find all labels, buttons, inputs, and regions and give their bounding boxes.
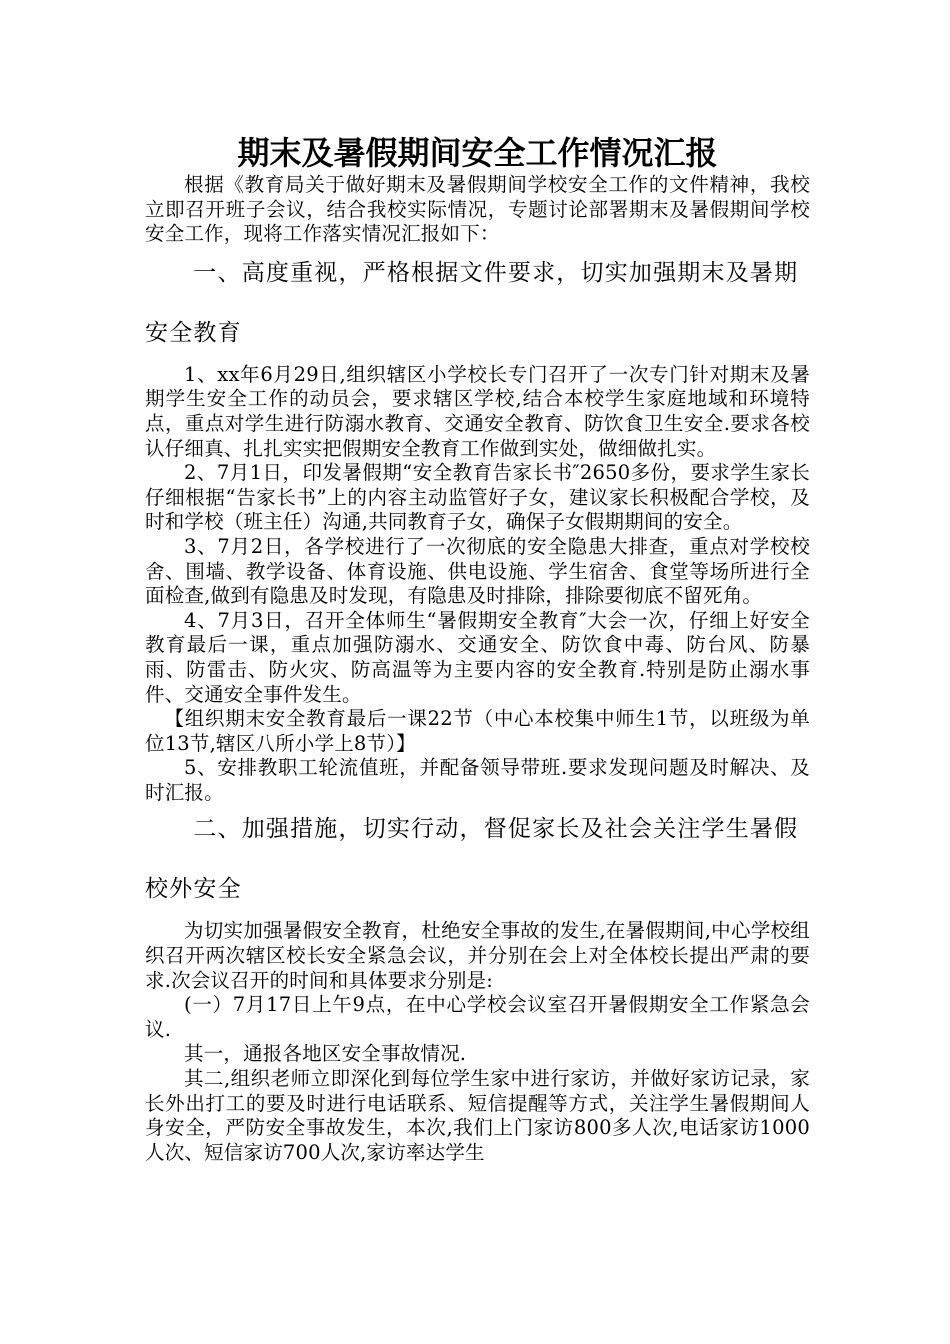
section-1-bracket-note: 【组织期末安全教育最后一课22节（中心本校集中师生1节，以班级为单位13节,辖区八所小学上8节）】	[145, 707, 810, 755]
section-1-item-5: 5、安排教职工轮流值班，并配备领导带班.要求发现问题及时解决、及时汇报。	[145, 756, 810, 804]
section-1-item-2: 2、7月1日，印发暑假期“安全教育告家长书″2650多份，要求学生家长仔细根据“告家长书”上的内容主动监管好子女，建议家长积极配合学校，及时和学校（班主任）沟通,共同教育子女，确保子女假期期间的安全。	[145, 461, 810, 534]
section-2-heading: 二、加强措施，切实行动，督促家长及社会关注学生暑假校外安全	[145, 816, 799, 903]
intro-paragraph: 根据《教育局关于做好期末及暑假期间学校安全工作的文件精神，我校立即召开班子会议，结合我校实际情况，专题讨论部署期末及暑假期间学校安全工作，现将工作落实情况汇报如下：	[145, 173, 810, 246]
document-title: 期末及暑假期间安全工作情况汇报	[237, 134, 718, 172]
section-2-paragraph-1: 为切实加强暑假安全教育，杜绝安全事故的发生,在暑假期间,中心学校组织召开两次辖区校长安全紧急会议，并分别在会上对全体校长提出严肃的要求.次会议召开的时间和具体要求分别是:	[145, 919, 810, 992]
document-page	[145, 0, 810, 1344]
section-2-paragraph-2: (一）7月17日上午9点，在中心学校会议室召开暑假期安全工作紧急会议.	[145, 993, 810, 1041]
section-1-item-1: 1、xx年6月29日,组织辖区小学校长专门召开了一次专门针对期末及暑期学生安全工作的动员会，要求辖区学校,结合本校学生家庭地域和环境特点，重点对学生进行防溺水教育、交通安全教育、防饮食卫生安全.要求各校认仔细真、扎扎实实把假期安全教育工作做到实处，做细做扎实。	[145, 362, 810, 460]
section-1-heading: 一、高度重视，严格根据文件要求，切实加强期末及暑期安全教育	[145, 259, 799, 346]
section-2-paragraph-4: 其二,组织老师立即深化到每位学生家中进行家访，并做好家访记录，家长外出打工的要及时进行电话联系、短信提醒等方式，关注学生暑假期间人身安全，严防安全事故发生，本次,我们上门家访800多人次,电话家访1000人次、短信家访700人次,家访率达学生	[145, 1067, 810, 1164]
section-1-item-4: 4、7月3日，召开全体师生“暑假期安全教育″大会一次，仔细上好安全教育最后一课，重点加强防溺水、交通安全、防饮食中毒、防台风、防暴雨、防雷击、防火灾、防高温等为主要内容的安全教育.特别是防止溺水事件、交通安全事件发生。	[145, 608, 810, 706]
section-2-paragraph-3: 其一，通报各地区安全事故情况.	[184, 1042, 467, 1066]
section-1-item-3: 3、7月2日，各学校进行了一次彻底的安全隐患大排查，重点对学校校舍、围墙、教学设备、体育设施、供电设施、学生宿舍、食堂等场所进行全面检查,做到有隐患及时发现，有隐患及时排除，排除要彻底不留死角。	[145, 534, 810, 608]
